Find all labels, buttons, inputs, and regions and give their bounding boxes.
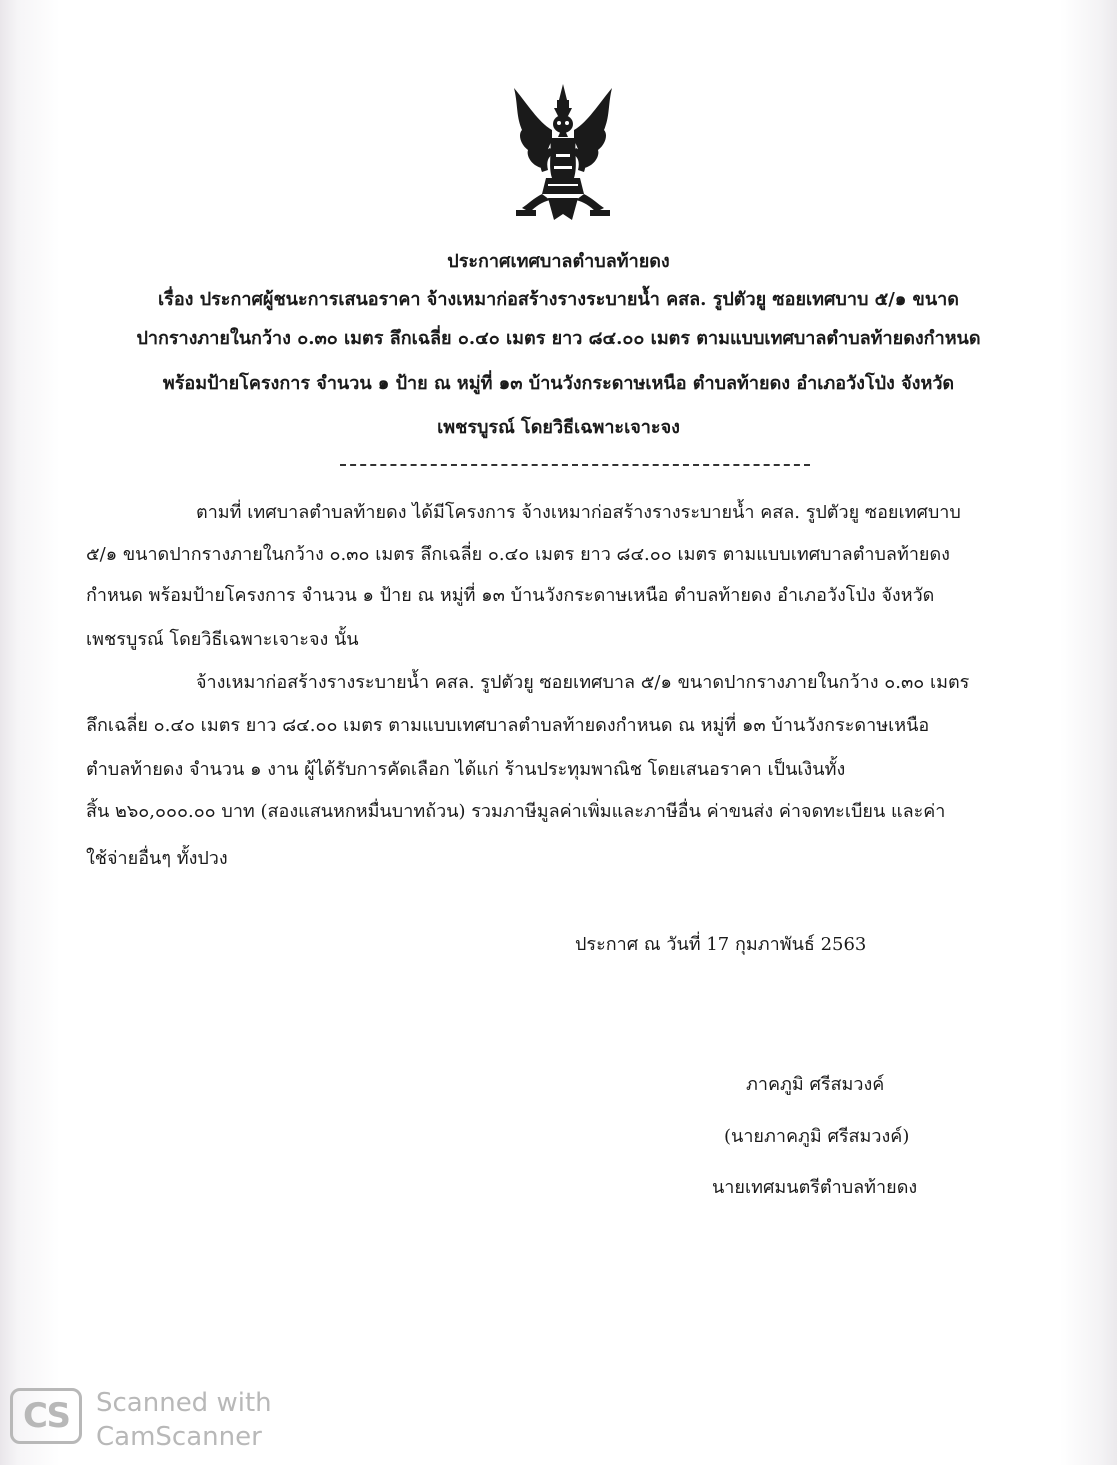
signer-full-name: (นายภาคภูมิ ศรีสมวงค์) bbox=[724, 1126, 910, 1147]
signer-position: นายเทศมนตรีตำบลท้ายดง bbox=[712, 1177, 918, 1198]
paragraph2-line-1: จ้างเหมาก่อสร้างรางระบายน้ำ คสล. รูปตัวยู ซอยเทศบาล ๕/๑ ขนาดปากรางภายในกว้าง ๐.๓๐ เมตร bbox=[196, 672, 970, 693]
watermark-line-1: Scanned with bbox=[96, 1388, 272, 1418]
camscanner-logo: CS bbox=[10, 1388, 82, 1444]
subject-line-4: เพชรบูรณ์ โดยวิธีเฉพาะเจาะจง bbox=[437, 417, 680, 438]
paragraph2-line-5: ใช้จ่ายอื่นๆ ทั้งปวง bbox=[86, 848, 228, 869]
paragraph2-line-2: ลึกเฉลี่ย ๐.๔๐ เมตร ยาว ๘๔.๐๐ เมตร ตามแบบเทศบาลตำบลท้ายดงกำหนด ณ หมู่ที่ ๑๓ บ้านวังกระดาษเหนือ bbox=[86, 715, 930, 736]
document-title: ประกาศเทศบาลตำบลท้ายดง bbox=[447, 251, 670, 272]
subject-line-1: เรื่อง ประกาศผู้ชนะการเสนอราคา จ้างเหมาก่อสร้างรางระบายน้ำ คสล. รูปตัวยู ซอยเทศบาบ ๕/๑ ขนาด bbox=[158, 289, 959, 310]
paragraph1-line-3: กำหนด พร้อมป้ายโครงการ จำนวน ๑ ป้าย ณ หมู่ที่ ๑๓ บ้านวังกระดาษเหนือ ตำบลท้ายดง อำเภอวังโป่ง จังหวัด bbox=[86, 585, 935, 606]
signed-name: ภาคภูมิ ศรีสมวงค์ bbox=[746, 1074, 885, 1095]
subject-line-3: พร้อมป้ายโครงการ จำนวน ๑ ป้าย ณ หมู่ที่ ๑๓ บ้านวังกระดาษเหนือ ตำบลท้ายดง อำเภอวังโป่ง จังหวัด bbox=[162, 373, 955, 394]
paragraph2-line-4: สิ้น ๒๖๐,๐๐๐.๐๐ บาท (สองแสนหกหมื่นบาทถ้วน) รวมภาษีมูลค่าเพิ่มและภาษีอื่น ค่าขนส่ง ค่าจดทะเบียน และค่า bbox=[86, 801, 946, 822]
paragraph1-line-2: ๕/๑ ขนาดปากรางภายในกว้าง ๐.๓๐ เมตร ลึกเฉลี่ย ๐.๔๐ เมตร ยาว ๘๔.๐๐ เมตร ตามแบบเทศบาลตำบลท้ายดง bbox=[86, 544, 950, 565]
paragraph1-line-1: ตามที่ เทศบาลตำบลท้ายดง ได้มีโครงการ จ้างเหมาก่อสร้างรางระบายน้ำ คสล. รูปตัวยู ซอยเทศบาบ bbox=[196, 502, 961, 523]
announce-date: ประกาศ ณ วันที่ 17 กุมภาพันธ์ 2563 bbox=[575, 934, 867, 955]
section-divider bbox=[340, 464, 810, 466]
watermark-line-2: CamScanner bbox=[96, 1422, 262, 1452]
subject-line-2: ปากรางภายในกว้าง ๐.๓๐ เมตร ลึกเฉลี่ย ๐.๔๐ เมตร ยาว ๘๔.๐๐ เมตร ตามแบบเทศบาลตำบลท้ายดงกำหนด bbox=[136, 328, 981, 349]
paragraph1-line-4: เพชรบูรณ์ โดยวิธีเฉพาะเจาะจง นั้น bbox=[86, 629, 359, 650]
garuda-emblem bbox=[508, 82, 618, 227]
paragraph2-line-3: ตำบลท้ายดง จำนวน ๑ งาน ผู้ได้รับการคัดเลือก ได้แก่ ร้านประทุมพาณิช โดยเสนอราคา เป็นเงินทั้ง bbox=[86, 759, 846, 780]
